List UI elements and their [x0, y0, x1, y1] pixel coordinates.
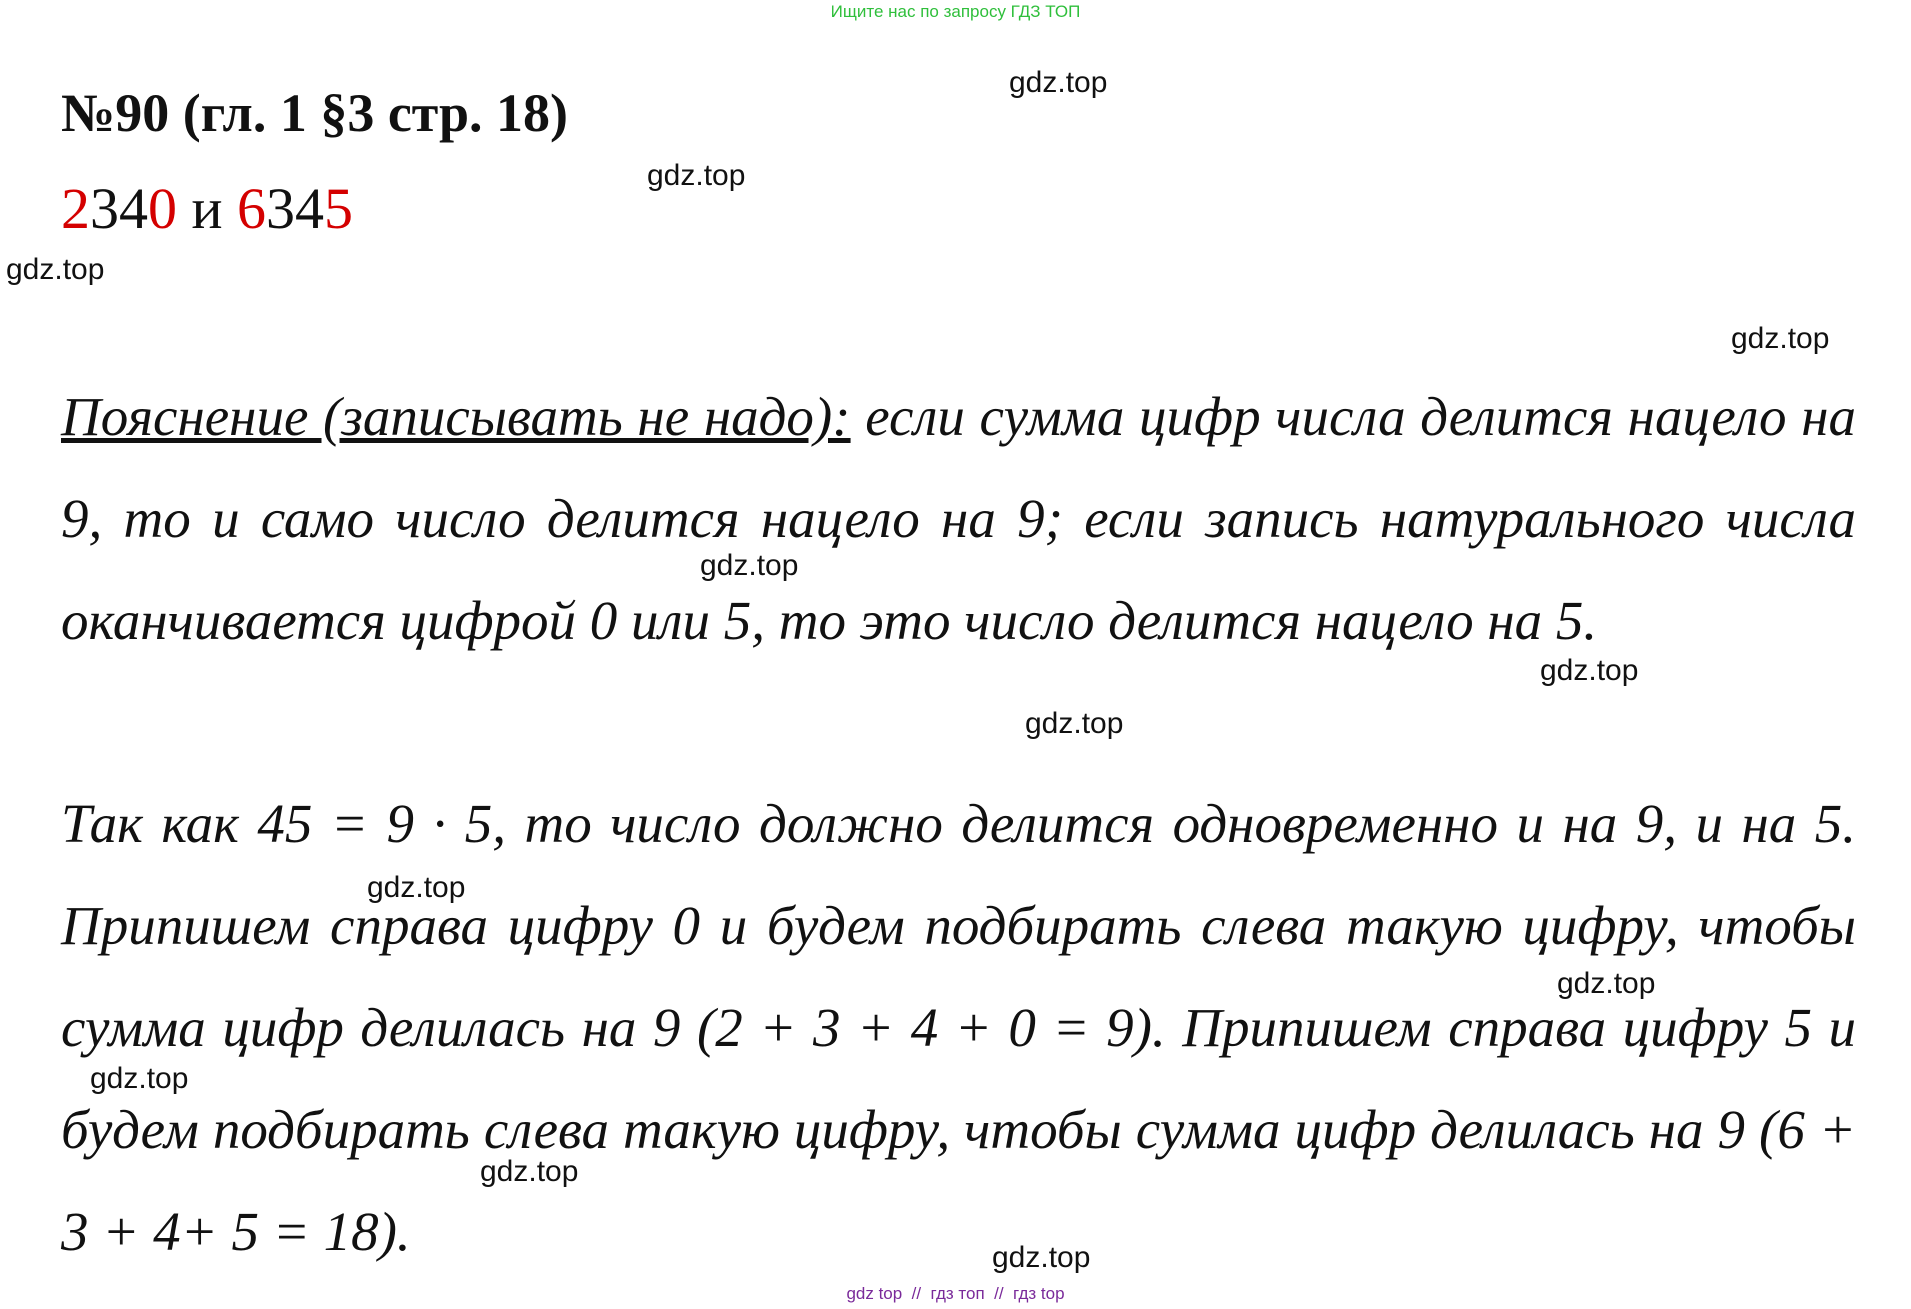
watermark: gdz.top: [992, 1241, 1091, 1274]
answer-number-1-last-digit: 0: [148, 176, 177, 241]
watermark: gdz.top: [700, 549, 799, 582]
watermark: gdz.top: [1540, 654, 1639, 687]
watermark: gdz.top: [1009, 66, 1108, 99]
watermark: gdz.top: [1557, 967, 1656, 1000]
answer-number-1-first-digit: 2: [61, 176, 90, 241]
explanation-text: если сумма цифр числа делится нацело на 9, то и само число делится нацело на 9; если запись натурального числа оканчивается цифрой 0 или 5, то это число делится нацело на 5.: [61, 386, 1857, 651]
watermark: gdz.top: [1025, 707, 1124, 740]
problem-title: №90 (гл. 1 §3 стр. 18): [61, 83, 568, 143]
watermark: gdz.top: [480, 1155, 579, 1188]
bottom-banner: gdz top // гдз топ // гдз top: [846, 1284, 1065, 1303]
answer-number-2-last-digit: 5: [324, 176, 354, 241]
answer-number-2-middle-digits: 34: [266, 176, 325, 241]
watermark: gdz.top: [647, 159, 746, 192]
watermark: gdz.top: [6, 253, 105, 286]
explanation-label: Пояснение (записывать не надо):: [61, 386, 851, 447]
watermark: gdz.top: [90, 1062, 189, 1095]
answer-conjunction: и: [177, 176, 238, 241]
top-banner: Ищите нас по запросу ГДЗ ТОП: [830, 2, 1081, 21]
answer-line: [61, 175, 353, 242]
answer-number-1-middle-digits: 34: [90, 176, 148, 241]
solution-paragraph: Так как 45 = 9 · 5, то число должно делится одновременно и на 9, и на 5. Припишем справа цифру 0 и будем подбирать слева такую цифру, чтобы сумма цифр делилась на 9 (2 + 3 + 4 + 0 = 9). Припишем справа цифру 5 и будем подбирать слева такую цифру, чтобы сумма цифр делилась на 9 (6 + 3 + 4+ 5 = 18).: [61, 793, 1856, 1262]
answer-number-2-first-digit: 6: [237, 176, 267, 241]
watermark: gdz.top: [367, 871, 466, 904]
explanation-paragraph: [61, 366, 1856, 672]
watermark: gdz.top: [1731, 322, 1830, 355]
